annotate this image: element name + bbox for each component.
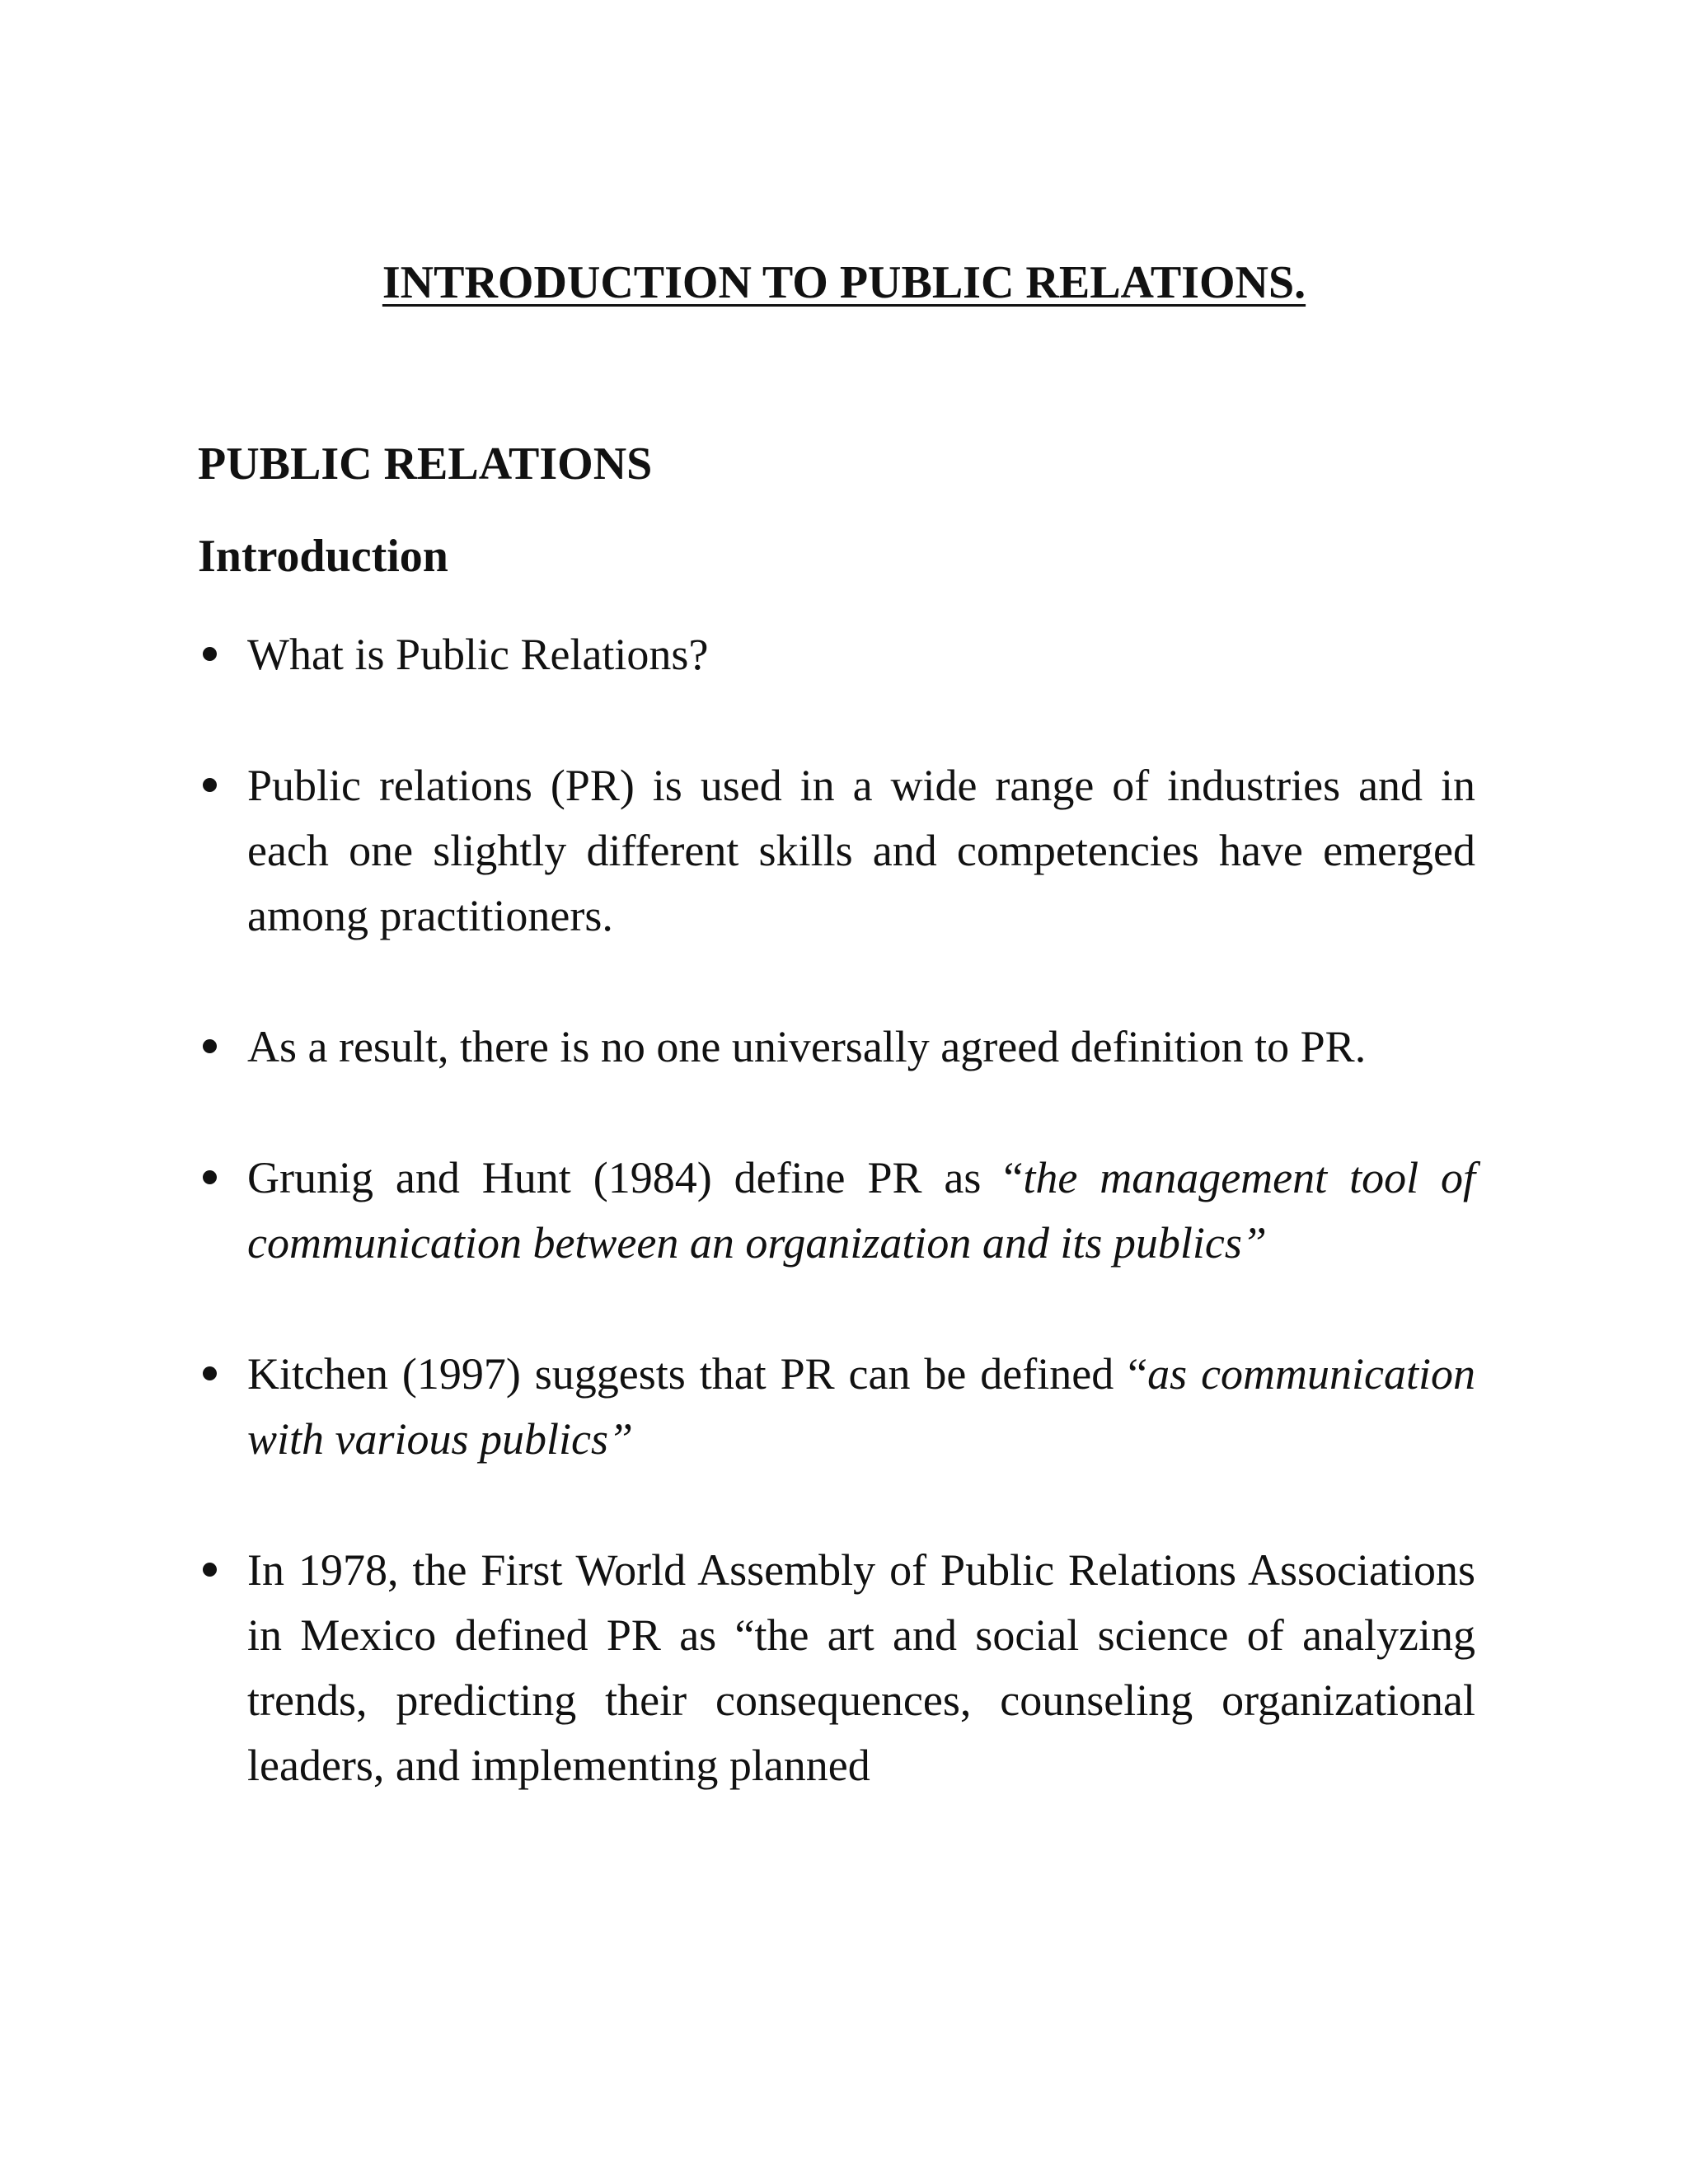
bullet-quote: as communication with various publics”: [247, 1349, 1476, 1464]
bullet-quote: the management tool of communication between an organization and its publics”: [247, 1153, 1475, 1268]
bullet-icon: [203, 1366, 217, 1380]
bullet-text: Public relations (PR) is used in a wide range of industries and in each one slightly different skills and competencies have emerged among practitioners.: [247, 761, 1475, 940]
bullet-icon: [203, 1039, 217, 1053]
list-item: [198, 1146, 1475, 1276]
list-item: [198, 1538, 1475, 1798]
list-item: [198, 1015, 1475, 1080]
bullet-icon: [203, 1170, 217, 1184]
bullet-text: In 1978, the First World Assembly of Public Relations Associations in Mexico defined PR as “the art and social science of analyzing trends, predicting their consequences, counseling organizational leaders, and implementing planned: [247, 1545, 1475, 1790]
bullet-icon: [203, 778, 217, 792]
bullet-text: Kitchen (1997) suggests that PR can be defined “: [247, 1349, 1148, 1399]
bullet-list: [198, 622, 1475, 1798]
bullet-icon: [203, 647, 217, 661]
list-item: [198, 1342, 1475, 1472]
list-item: [198, 753, 1475, 949]
section-heading: PUBLIC RELATIONS: [198, 438, 653, 490]
bullet-text: As a result, there is no one universally agreed definition to PR.: [247, 1022, 1367, 1071]
list-item: [198, 622, 1475, 687]
bullet-text: What is Public Relations?: [247, 630, 709, 679]
sub-heading: Introduction: [198, 531, 448, 582]
document-title: INTRODUCTION TO PUBLIC RELATIONS.: [382, 257, 1306, 308]
bullet-icon: [203, 1563, 217, 1577]
bullet-text: Grunig and Hunt (1984) define PR as “: [247, 1153, 1024, 1202]
